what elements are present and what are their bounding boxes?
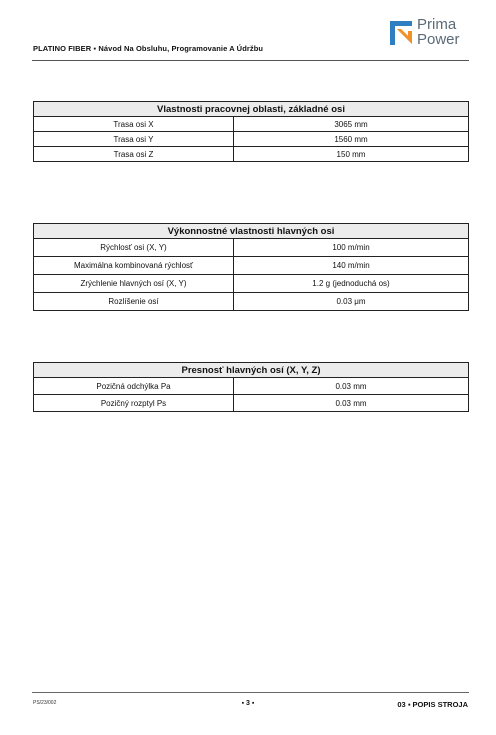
axis-accuracy-table: [33, 362, 469, 412]
row-value: 140 m/min: [234, 257, 469, 275]
row-label: Rozlíšenie osí: [34, 293, 234, 311]
logo-wordmark: [417, 17, 460, 47]
row-label: Zrýchlenie hlavných osí (X, Y): [34, 275, 234, 293]
footer-section-title: 03 ▪ POPIS STROJA: [397, 700, 468, 709]
table-row: [34, 132, 469, 147]
row-value: 0.03 mm: [234, 378, 469, 395]
row-value: 1.2 g (jednoduchá os): [234, 275, 469, 293]
row-value: 1560 mm: [234, 132, 469, 147]
work-area-table: [33, 101, 469, 162]
table-row: [34, 147, 469, 162]
prima-power-logo: [388, 17, 473, 51]
table-row: [34, 257, 469, 275]
table-heading: Vlastnosti pracovnej oblasti, základné osi: [34, 102, 469, 117]
table-row: [34, 293, 469, 311]
table-row: [34, 378, 469, 395]
table-row: [34, 117, 469, 132]
row-label: Trasa osi X: [34, 117, 234, 132]
header-separator: ▪: [91, 44, 99, 53]
footer-page-number: ▪ 3 ▪: [241, 700, 255, 707]
axis-performance-table: [33, 223, 469, 311]
row-value: 3065 mm: [234, 117, 469, 132]
row-value: 150 mm: [234, 147, 469, 162]
table-row: [34, 239, 469, 257]
header-product-name: PLATINO FIBER: [33, 44, 92, 53]
footer-doc-code: PS/23/002: [33, 700, 57, 706]
table-heading: Výkonnostné vlastnosti hlavných osi: [34, 224, 469, 239]
table-row: [34, 275, 469, 293]
prima-power-logo-icon: [388, 19, 414, 47]
table-row: [34, 395, 469, 412]
header-manual-title: Návod Na Obsluhu, Programovanie A Údržbu: [98, 44, 264, 53]
logo-text-line2: Power: [417, 31, 460, 48]
footer-divider: [32, 692, 469, 693]
logo-text-line1: Prima: [417, 16, 457, 33]
row-label: Maximálna kombinovaná rýchlosť: [34, 257, 234, 275]
row-value: 0.03 μm: [234, 293, 469, 311]
row-label: Pozičný rozptyl Ps: [34, 395, 234, 412]
row-label: Trasa osi Z: [34, 147, 234, 162]
row-label: Trasa osi Y: [34, 132, 234, 147]
document-header-title: [33, 44, 263, 53]
header-divider: [32, 60, 469, 61]
row-label: Rýchlosť osi (X, Y): [34, 239, 234, 257]
table-heading: Presnosť hlavných osí (X, Y, Z): [34, 363, 469, 378]
row-value: 0.03 mm: [234, 395, 469, 412]
row-label: Pozičná odchýlka Pa: [34, 378, 234, 395]
row-value: 100 m/min: [234, 239, 469, 257]
